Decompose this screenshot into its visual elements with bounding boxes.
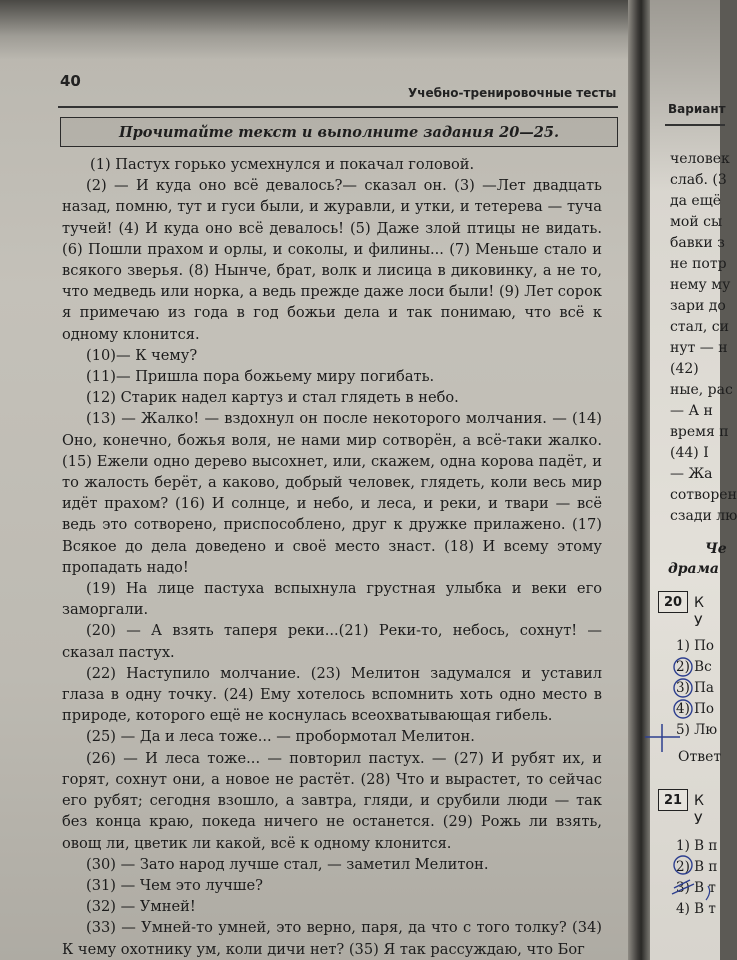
task-20-option: 5) Лю (676, 722, 718, 738)
running-head: Учебно-тренировочные тесты (408, 86, 617, 100)
answer-label: Ответ (678, 749, 722, 765)
book-gutter (628, 0, 650, 960)
paragraph: (25) — Да и леса тоже... — пробормотал Мелитон. (86, 728, 475, 746)
task-20-line: К (694, 595, 704, 611)
task-20-option: 3) Па (676, 680, 714, 696)
section-title: драма (668, 561, 719, 577)
right-text-line: ные, рас (670, 382, 733, 398)
task-20-line: У (694, 614, 703, 630)
paragraph: (13) — Жалко! — вздохнул он после некоторого молчания. — (14) Оно, конечно, божья воля, не нами мир сотворён, а всё-таки жалко. (15) Ежели одно дерево высохнет, или, скажем, одна корова падёт, и то жалость берёт, а каково, добрый человек, глядеть, коли весь мир идёт прахом? (16) И солнце, и небо, и леса, и реки, и твари — всё ведь это сотворено, приспособлено, друг к дружке прилажено. (17) Всякое до дела доведено и своё место знаст. (18) И всему этому пропадать надо! (62, 410, 602, 576)
section-title: Че (705, 541, 727, 557)
right-text-line: нему му (670, 277, 731, 293)
right-text-line: слаб. (3 (670, 172, 727, 188)
paragraph: (32) — Умней! (86, 898, 196, 916)
paragraph: (10)— К чему? (86, 346, 198, 364)
right-text-line: да ещё (670, 193, 722, 209)
right-text-line: мой сы (670, 214, 723, 230)
task-20-option: 2) Вс (676, 659, 712, 675)
task-20-option: 1) По (676, 638, 715, 654)
paragraph: (19) На лице пастуха вспыхнула грустная улыбка и веки его заморгали. (62, 580, 602, 619)
task-number-21: 21 (658, 789, 688, 811)
right-text-line: сзади лю (670, 508, 737, 524)
task-20-option: 4) По (676, 701, 715, 717)
right-text-line: человек (670, 151, 730, 167)
right-text-line: нут — н (670, 340, 728, 356)
paragraph: (12) Старик надел картуз и стал глядеть в небо. (86, 389, 459, 407)
task-21-option: 1) В п (676, 838, 718, 854)
task-21-line: К (694, 793, 704, 809)
paragraph: (2) — И куда оно всё девалось?— сказал он. (3) —Лет двадцать назад, помню, тут и гуси были, и журавли, и утки, и тетерева — туча тучей! (4) И куда оно всё девалось! (5) Даже злой птицы не видать. (6) Пошли прахом и орлы, и соколы, и филины... (7) Меньше стало и всякого зверья. (8) Нынче, брат, волк и лисица в диковинку, а не то, что медведь или норка, а ведь прежде даже лоси были! (9) Лет сорок я примечаю из года в год божьи дела и так понимаю, что всё к одному клонится. (62, 177, 602, 343)
task-21-option: 2) В п (676, 859, 718, 875)
right-page (650, 0, 737, 960)
right-text-line: (44) I (670, 445, 709, 461)
paragraph: (1) Пастух горько усмехнулся и покачал головой. (90, 156, 475, 173)
right-text-line: не потр (670, 256, 727, 272)
page-number: 40 (60, 72, 81, 90)
right-text-line: (42) (670, 361, 699, 377)
paragraph: (20) — А взять таперя реки...(21) Реки-то, небось, сохнут! — сказал пастух. (62, 622, 602, 661)
right-text-line: стал, си (670, 319, 729, 335)
right-header-rule (665, 124, 725, 126)
paragraph: (30) — Зато народ лучше стал, — заметил Мелитон. (86, 855, 489, 873)
right-text-line: — Жа (670, 466, 713, 482)
task-21-option: 3) В т (676, 880, 716, 896)
task-number-20: 20 (658, 591, 688, 613)
right-text-line: бавки з (670, 235, 725, 251)
right-text-line: — А н (670, 403, 713, 419)
paragraph: (22) Наступило молчание. (23) Мелитон задумался и уставил глаза в одну точку. (24) Ему хотелось вспомнить хоть одно место в природе, которого ещё не коснулась всеохватывающая гибель. (62, 664, 602, 725)
story-text (62, 154, 602, 960)
pen-marks-icon (650, 630, 720, 920)
paragraph: (26) — И леса тоже... — повторил пастух. — (27) И рубят их, и горят, сохнут они, а новое не растёт. (28) Что и вырастет, то сейчас его рубят; сегодня взошло, а завтра, гляди, и срубили люди — так без конца краю, покеда ничего не останется. (29) Рожь ли взять, овощ ли, цветик ли какой, всё к одному клонится. (62, 749, 602, 852)
right-text-line: время п (670, 424, 729, 440)
task-21-option: 4) В т (676, 901, 716, 917)
paragraph: (11)— Пришла пора божьему миру погибать. (86, 368, 435, 386)
variant-heading: Вариант (668, 102, 726, 116)
right-text-line: сотворен (670, 487, 737, 503)
right-text-line: зари до (670, 298, 726, 314)
paragraph: (31) — Чем это лучше? (86, 876, 263, 894)
header-rule (58, 106, 618, 108)
task-21-line: У (694, 812, 703, 828)
task-instruction-box: Прочитайте текст и выполните задания 20—25. (60, 117, 618, 147)
paragraph: (33) — Умней-то умней, это верно, паря, да что с того толку? (34) К чему охотнику ум, коли дичи нет? (35) Я так рассуждаю, что Бог (62, 919, 602, 958)
